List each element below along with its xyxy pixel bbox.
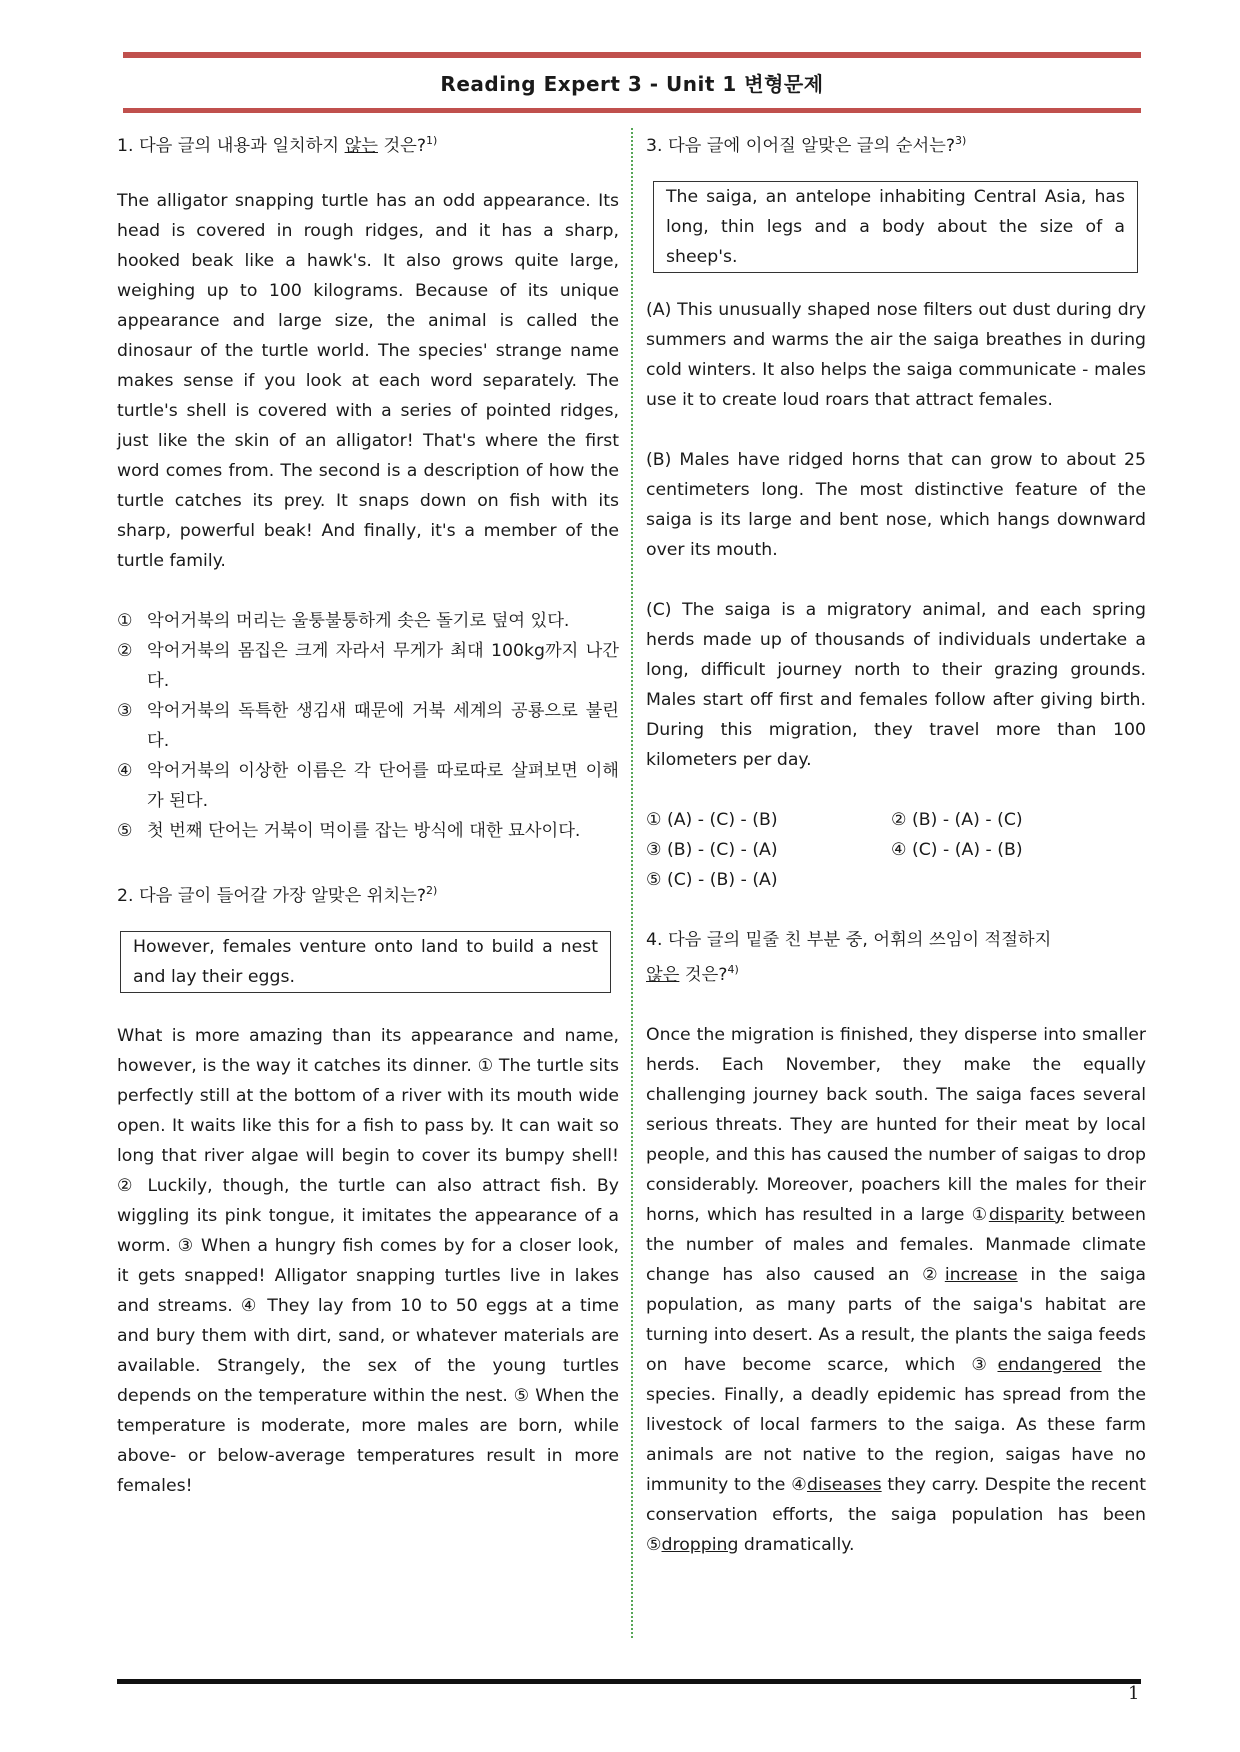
list-item[interactable]: ⑤ 첫 번째 단어는 거북이 먹이를 잡는 방식에 대한 묘사이다. (117, 820, 581, 841)
question-1-prompt: 1. 다음 글의 내용과 일치하지 않는 것은?$^{1)}$ (117, 134, 438, 156)
footnote-marker: 2) (426, 883, 438, 897)
list-item[interactable]: ① 악어거북의 머리는 울퉁불퉁하게 솟은 돌기로 덮여 있다. (117, 610, 570, 631)
paragraph-a: (A) This unusually shaped nose filters out dust during dry summers and warms the air the saiga breathes in during cold winters. It also helps the saiga communicate - males use it to create loud roars that attract females. (646, 299, 1146, 410)
list-item[interactable]: ④ 악어거북의 이상한 이름은 각 단어를 따로따로 살펴보면 이해가 된다. (117, 760, 619, 811)
list-item[interactable]: ② 악어거북의 몸집은 크게 자라서 무게가 최대 100kg까지 나간다. (117, 640, 619, 691)
choice-3[interactable]: ③ (B) - (C) - (A) (646, 839, 778, 860)
list-item[interactable]: ③ 악어거북의 독특한 생김새 때문에 거북 세계의 공룡으로 불린다. (117, 700, 619, 751)
right-column (646, 126, 1146, 1560)
column-divider (631, 128, 633, 1638)
paragraph-c: (C) The saiga is a migratory animal, and each spring herds made up of thousands of individuals undertake a long, difficult journey north to their grazing grounds. Males start off first and females follow after giving birth. During this migration, they travel more than 100 kilometers per day. (646, 599, 1146, 770)
question-2-passage: What is more amazing than its appearance and name, however, is the way it catches its dinner. ① The turtle sits perfectly still at the bottom of a river with its mouth wide open. It waits like this for a fish to pass by. It can wait so long that river algae will begin to cover its bumpy shell! ② Luckily, though, the turtle can also attract fish. By wiggling its pink tongue, it imitates the appearance of a worm. ③ When a hungry fish comes by for a closer look, it gets snapped! Alligator snapping turtles live in lakes and streams. ④ They lay from 10 to 50 eggs at a time and bury them with dirt, sand, or whatever materials are available. Strangely, the sex of the young turtles depends on the temperature within the nest. ⑤ When the temperature is moderate, more males are born, while above- or below-average temperatures result in more females! (117, 1025, 619, 1496)
footnote-marker: 1) (426, 134, 438, 147)
question-2-prompt: 2. 다음 글이 들어갈 가장 알맞은 위치는?$^{2)}$ (117, 883, 438, 906)
paragraph-b: (B) Males have ridged horns that can grow to about 25 centimeters long. The most distinctive feature of the saiga is its large and bent nose, which hangs downward over its mouth. (646, 449, 1146, 560)
left-column (117, 126, 619, 1501)
header-bottom-rule (123, 108, 1141, 113)
choice-1[interactable]: ① (A) - (C) - (B) (646, 809, 778, 830)
footnote-marker: 3) (955, 134, 967, 147)
choice-2[interactable]: ② (B) - (A) - (C) (891, 809, 1023, 830)
question-3-choices (646, 805, 1146, 895)
footnote-marker: 4) (727, 962, 739, 976)
header-top-rule (123, 52, 1141, 58)
question-3-prompt: 3. 다음 글에 이어질 알맞은 글의 순서는?$^{3)}$ (646, 134, 967, 156)
question-4-prompt: 4. 다음 글의 밑줄 친 부분 중, 어휘의 쓰임이 적절하지 않은 것은?$^{4)}$ (646, 929, 1052, 985)
underlined-word-3: endangered (997, 1354, 1102, 1375)
choice-4[interactable]: ④ (C) - (A) - (B) (891, 839, 1023, 860)
question-1-passage: The alligator snapping turtle has an odd appearance. Its head is covered in rough ridges, and it has a sharp, hooked beak like a hawk's. It also grows quite large, weighing up to 100 kilograms. Because of its unique appearance and large size, the animal is called the dinosaur of the turtle world. The species' strange name makes sense if you look at each word separately. The turtle's shell is covered with a series of pointed ridges, just like the skin of an alligator! That's where the first word comes from. The second is a description of how the turtle catches its prey. It snaps down on fish with its sharp, powerful beak! And finally, it's a member of the turtle family. (117, 190, 619, 571)
page-title: Reading Expert 3 - Unit 1 변형문제 (440, 72, 824, 96)
underlined-word-2: increase (944, 1264, 1018, 1285)
choice-5[interactable]: ⑤ (C) - (B) - (A) (646, 869, 778, 890)
question-2-insert-box: However, females venture onto land to build a nest and lay their eggs. (120, 931, 611, 993)
question-4-passage: Once the migration is finished, they disperse into smaller herds. Each November, they make the equally challenging journey back south. The saiga faces several serious threats. They are hunted for their meat by local people, and this has caused the number of saigas to drop considerably. Moreover, poachers kill the males for their horns, which has resulted in a large ①disparity between the number of males and females. Manmade climate change has also caused an ②increase in the saiga population, as many parts of the saiga's habitat are turning into desert. As a result, the plants the saiga feeds on have become scarce, which ③endangered the species. Finally, a deadly epidemic has spread from the livestock of local farmers to the saiga. As these farm animals are not native to the region, saigas have no immunity to the ④diseases they carry. Despite the recent conservation efforts, the saiga population has been ⑤dropping dramatically. (646, 1024, 1147, 1555)
underlined-word-1: disparity (988, 1204, 1065, 1225)
page-number: 1 (1128, 1683, 1140, 1704)
question-3-intro-box: The saiga, an antelope inhabiting Central Asia, has long, thin legs and a body about the size of a sheep's. (653, 181, 1138, 273)
footer-rule (117, 1679, 1141, 1684)
underlined-word-4: diseases (806, 1474, 882, 1495)
question-1-choices (117, 606, 619, 846)
underlined-word-5: dropping (661, 1534, 739, 1555)
